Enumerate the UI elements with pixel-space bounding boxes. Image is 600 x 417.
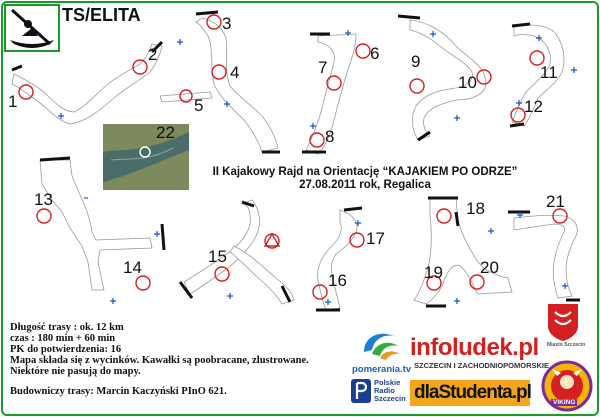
control-label: 18: [466, 199, 485, 218]
control-label: 20: [480, 258, 499, 277]
infoludek-logo: infoludek.pl: [410, 334, 539, 361]
control-label: 7: [318, 58, 328, 77]
control-circle: [410, 79, 424, 93]
control-label: 10: [458, 73, 477, 92]
distance-text: Długość trasy : ok. 12 km: [10, 322, 124, 333]
control-label: 8: [325, 127, 335, 146]
control-label: 1: [8, 92, 18, 111]
control-label: 22: [156, 123, 175, 142]
control-label: 17: [366, 229, 385, 248]
szczecin-crest-icon: [546, 302, 580, 342]
control-label: 9: [411, 52, 421, 71]
miasto-logo: Miasto Szczecin: [547, 342, 586, 348]
river-section: [160, 92, 212, 102]
control-label: 19: [424, 263, 443, 282]
control-circle: [356, 44, 370, 58]
event-title: [200, 166, 530, 192]
aerial-photo: [103, 124, 189, 190]
control-label: 11: [540, 63, 558, 82]
note-text: Mapa składa się z wycinków. Kawałki są poobracane, zlustrowane.: [10, 355, 309, 366]
control-label: 21: [546, 192, 565, 211]
river-section: [12, 44, 162, 124]
river-section: [318, 210, 357, 310]
control-label: 5: [194, 96, 204, 115]
pomerania-logo: pomerania.tv: [352, 364, 412, 375]
river-section: [196, 18, 278, 152]
kayak-icon: [6, 6, 58, 50]
control-label: 3: [222, 14, 232, 33]
infoludek-tagline: SZCZECIN I ZACHODNIOPOMORSKIE: [414, 361, 550, 370]
kayak-logo: [4, 4, 60, 52]
checkpoints-text: PK do potwierdzenia: 16: [10, 344, 122, 355]
control-label: 6: [370, 44, 380, 63]
time-text: czas : 180 min + 60 min: [10, 333, 116, 344]
control-label: 14: [123, 258, 142, 277]
course-info: [10, 322, 360, 397]
radio-logo: Polskie Radio Szczecin: [374, 378, 406, 403]
radio-icon: [350, 378, 372, 404]
control-circle: [136, 276, 150, 290]
control-label: 15: [208, 247, 227, 266]
event-name: II Kajakowy Rajd na Orientację “KAJAKIEM PO ODRZE”: [212, 166, 518, 178]
river-section: [230, 246, 294, 304]
control-label: 12: [524, 97, 543, 116]
control-label: 13: [34, 190, 53, 209]
control-label: 2: [148, 45, 158, 64]
viking-logo: VIKING: [553, 399, 576, 406]
event-date: 27.08.2011 rok, Regalica: [299, 179, 431, 191]
pomerania-icon: [360, 328, 402, 362]
control-circle: [37, 209, 51, 223]
builder-text: Budowniczy trasy: Marcin Kaczyński PInO 621.: [10, 386, 227, 397]
category-title: TS/ELITA: [62, 5, 141, 25]
note-text: Niektóre nie pasują do mapy.: [10, 366, 141, 377]
control-circle: [350, 233, 364, 247]
control-label: 16: [328, 271, 347, 290]
dlastudenta-text: dlaStudenta.pl: [414, 382, 531, 403]
control-label: 4: [230, 63, 240, 82]
